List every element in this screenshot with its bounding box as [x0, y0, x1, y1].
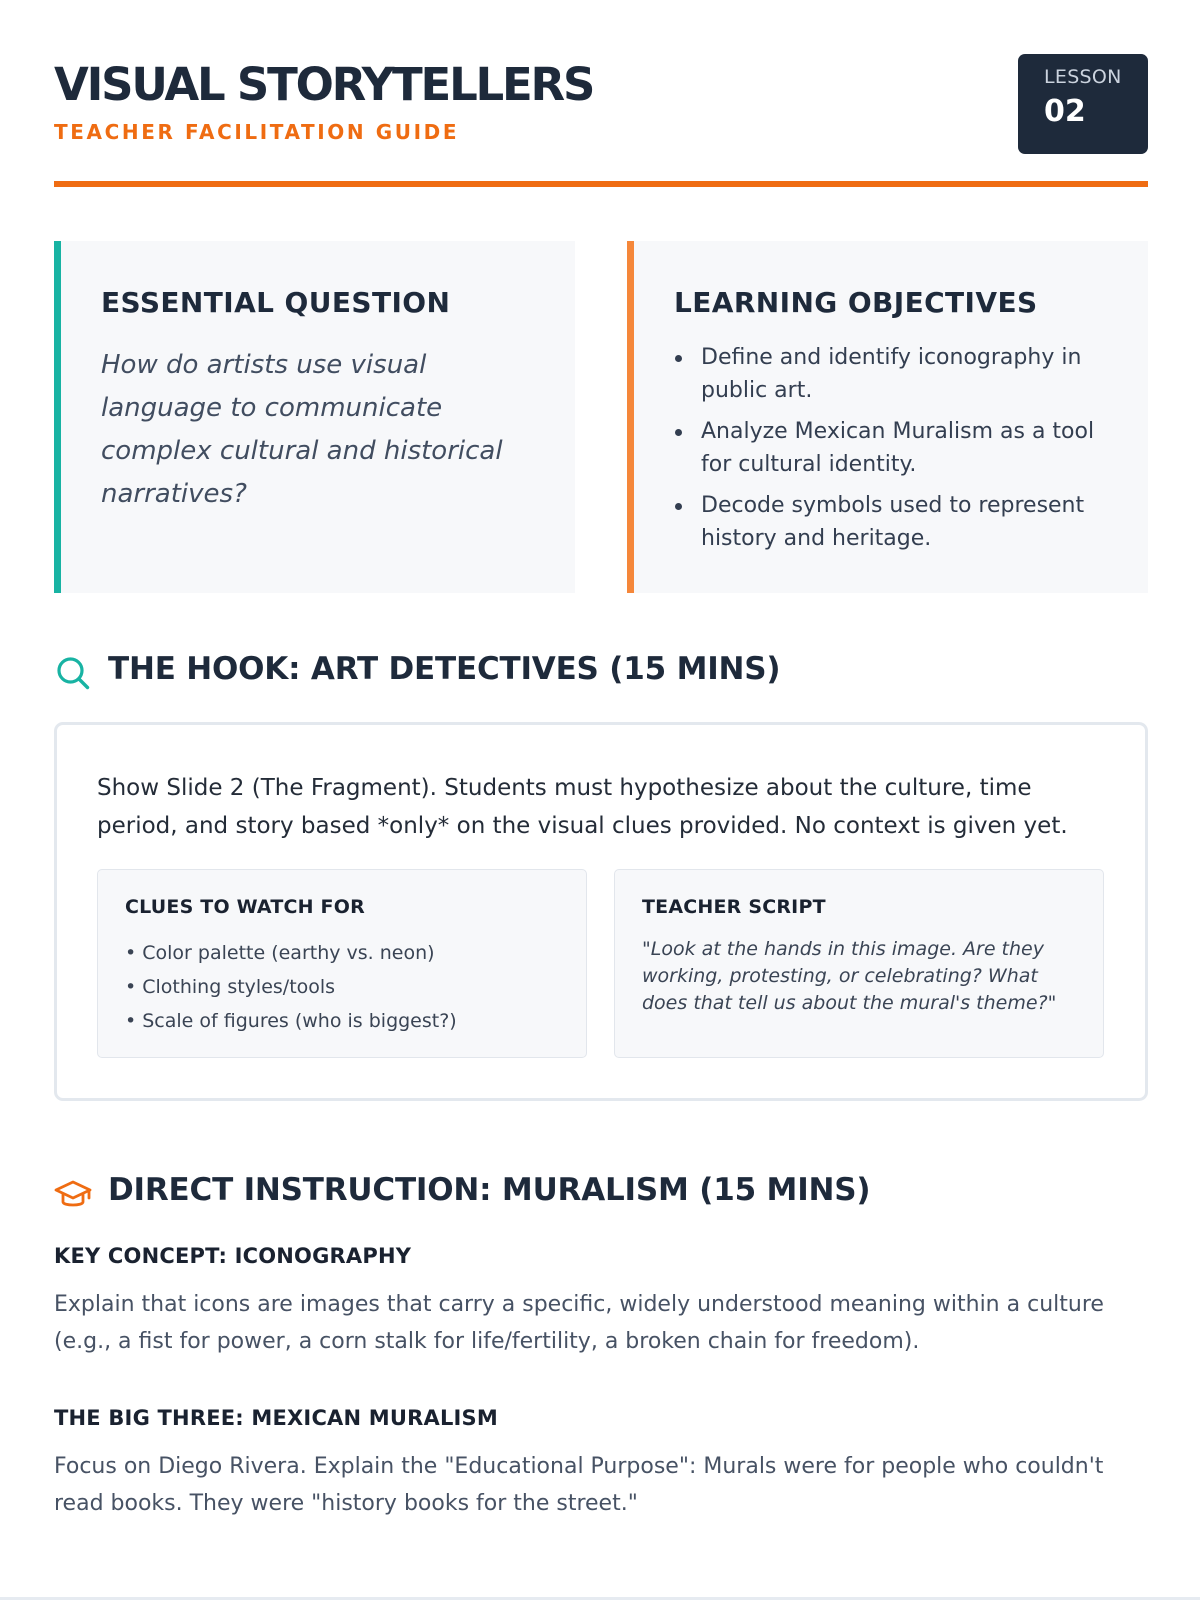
essential-question-text: How do artists use visual language to communicate complex cultural and historical narratives?: [101, 350, 503, 509]
essential-question-card: [54, 241, 575, 593]
page-title: VISUAL STORYTELLERS: [54, 58, 594, 111]
graduation-cap-icon: [54, 1175, 92, 1213]
lesson-number: 02: [1044, 94, 1086, 129]
hook-section-heading: [54, 650, 1148, 690]
essential-question-title: ESSENTIAL QUESTION: [101, 286, 451, 319]
key-concept-text: Explain that icons are images that carry a specific, widely understood meaning within a culture (e.g., a fist for power, a corn stalk for life/fertility, a broken chain for freedom).: [54, 1292, 1104, 1354]
clues-list: [125, 936, 457, 1038]
objective-item: Define and identify iconography in public art.: [674, 341, 1104, 407]
instruction-section-heading: [54, 1171, 1148, 1211]
lesson-badge: [1018, 54, 1148, 154]
lesson-label: LESSON: [1044, 66, 1122, 88]
hook-activity-box: [54, 722, 1148, 1101]
big-three-heading: THE BIG THREE: MEXICAN MURALISM: [54, 1406, 498, 1430]
hook-section-title: THE HOOK: ART DETECTIVES (15 MINS): [108, 651, 781, 687]
big-three-text: Focus on Diego Rivera. Explain the "Educational Purpose": Murals were for people who couldn't read books. They were "history books for the street.": [54, 1454, 1104, 1516]
page-subtitle: TEACHER FACILITATION GUIDE: [54, 120, 460, 144]
learning-objectives-title: LEARNING OBJECTIVES: [674, 286, 1038, 319]
clue-item: • Clothing styles/tools: [125, 976, 336, 998]
objectives-list: [674, 341, 1104, 563]
header-divider: [54, 181, 1148, 187]
clue-item: • Color palette (earthy vs. neon): [125, 942, 435, 964]
objective-item: Analyze Mexican Muralism as a tool for cultural identity.: [674, 415, 1104, 481]
key-concept-heading: KEY CONCEPT: ICONOGRAPHY: [54, 1244, 412, 1268]
search-icon: [54, 654, 92, 692]
clues-title: CLUES TO WATCH FOR: [125, 896, 365, 918]
teacher-script-box: [614, 869, 1104, 1058]
hook-intro-text: Show Slide 2 (The Fragment). Students must hypothesize about the culture, time period, and story based *only* on the visual clues provided. No context is given yet.: [97, 775, 1068, 839]
page-header: [54, 54, 1148, 184]
clue-item: • Scale of figures (who is biggest?): [125, 1010, 457, 1032]
instruction-section-title: DIRECT INSTRUCTION: MURALISM (15 MINS): [108, 1172, 871, 1208]
objective-item: Decode symbols used to represent history and heritage.: [674, 489, 1104, 555]
learning-objectives-card: [627, 241, 1148, 593]
teacher-script-title: TEACHER SCRIPT: [642, 896, 826, 918]
teacher-script-text: "Look at the hands in this image. Are they working, protesting, or celebrating? What does that tell us about the mural's theme?": [642, 938, 1057, 1014]
clues-box: [97, 869, 587, 1058]
